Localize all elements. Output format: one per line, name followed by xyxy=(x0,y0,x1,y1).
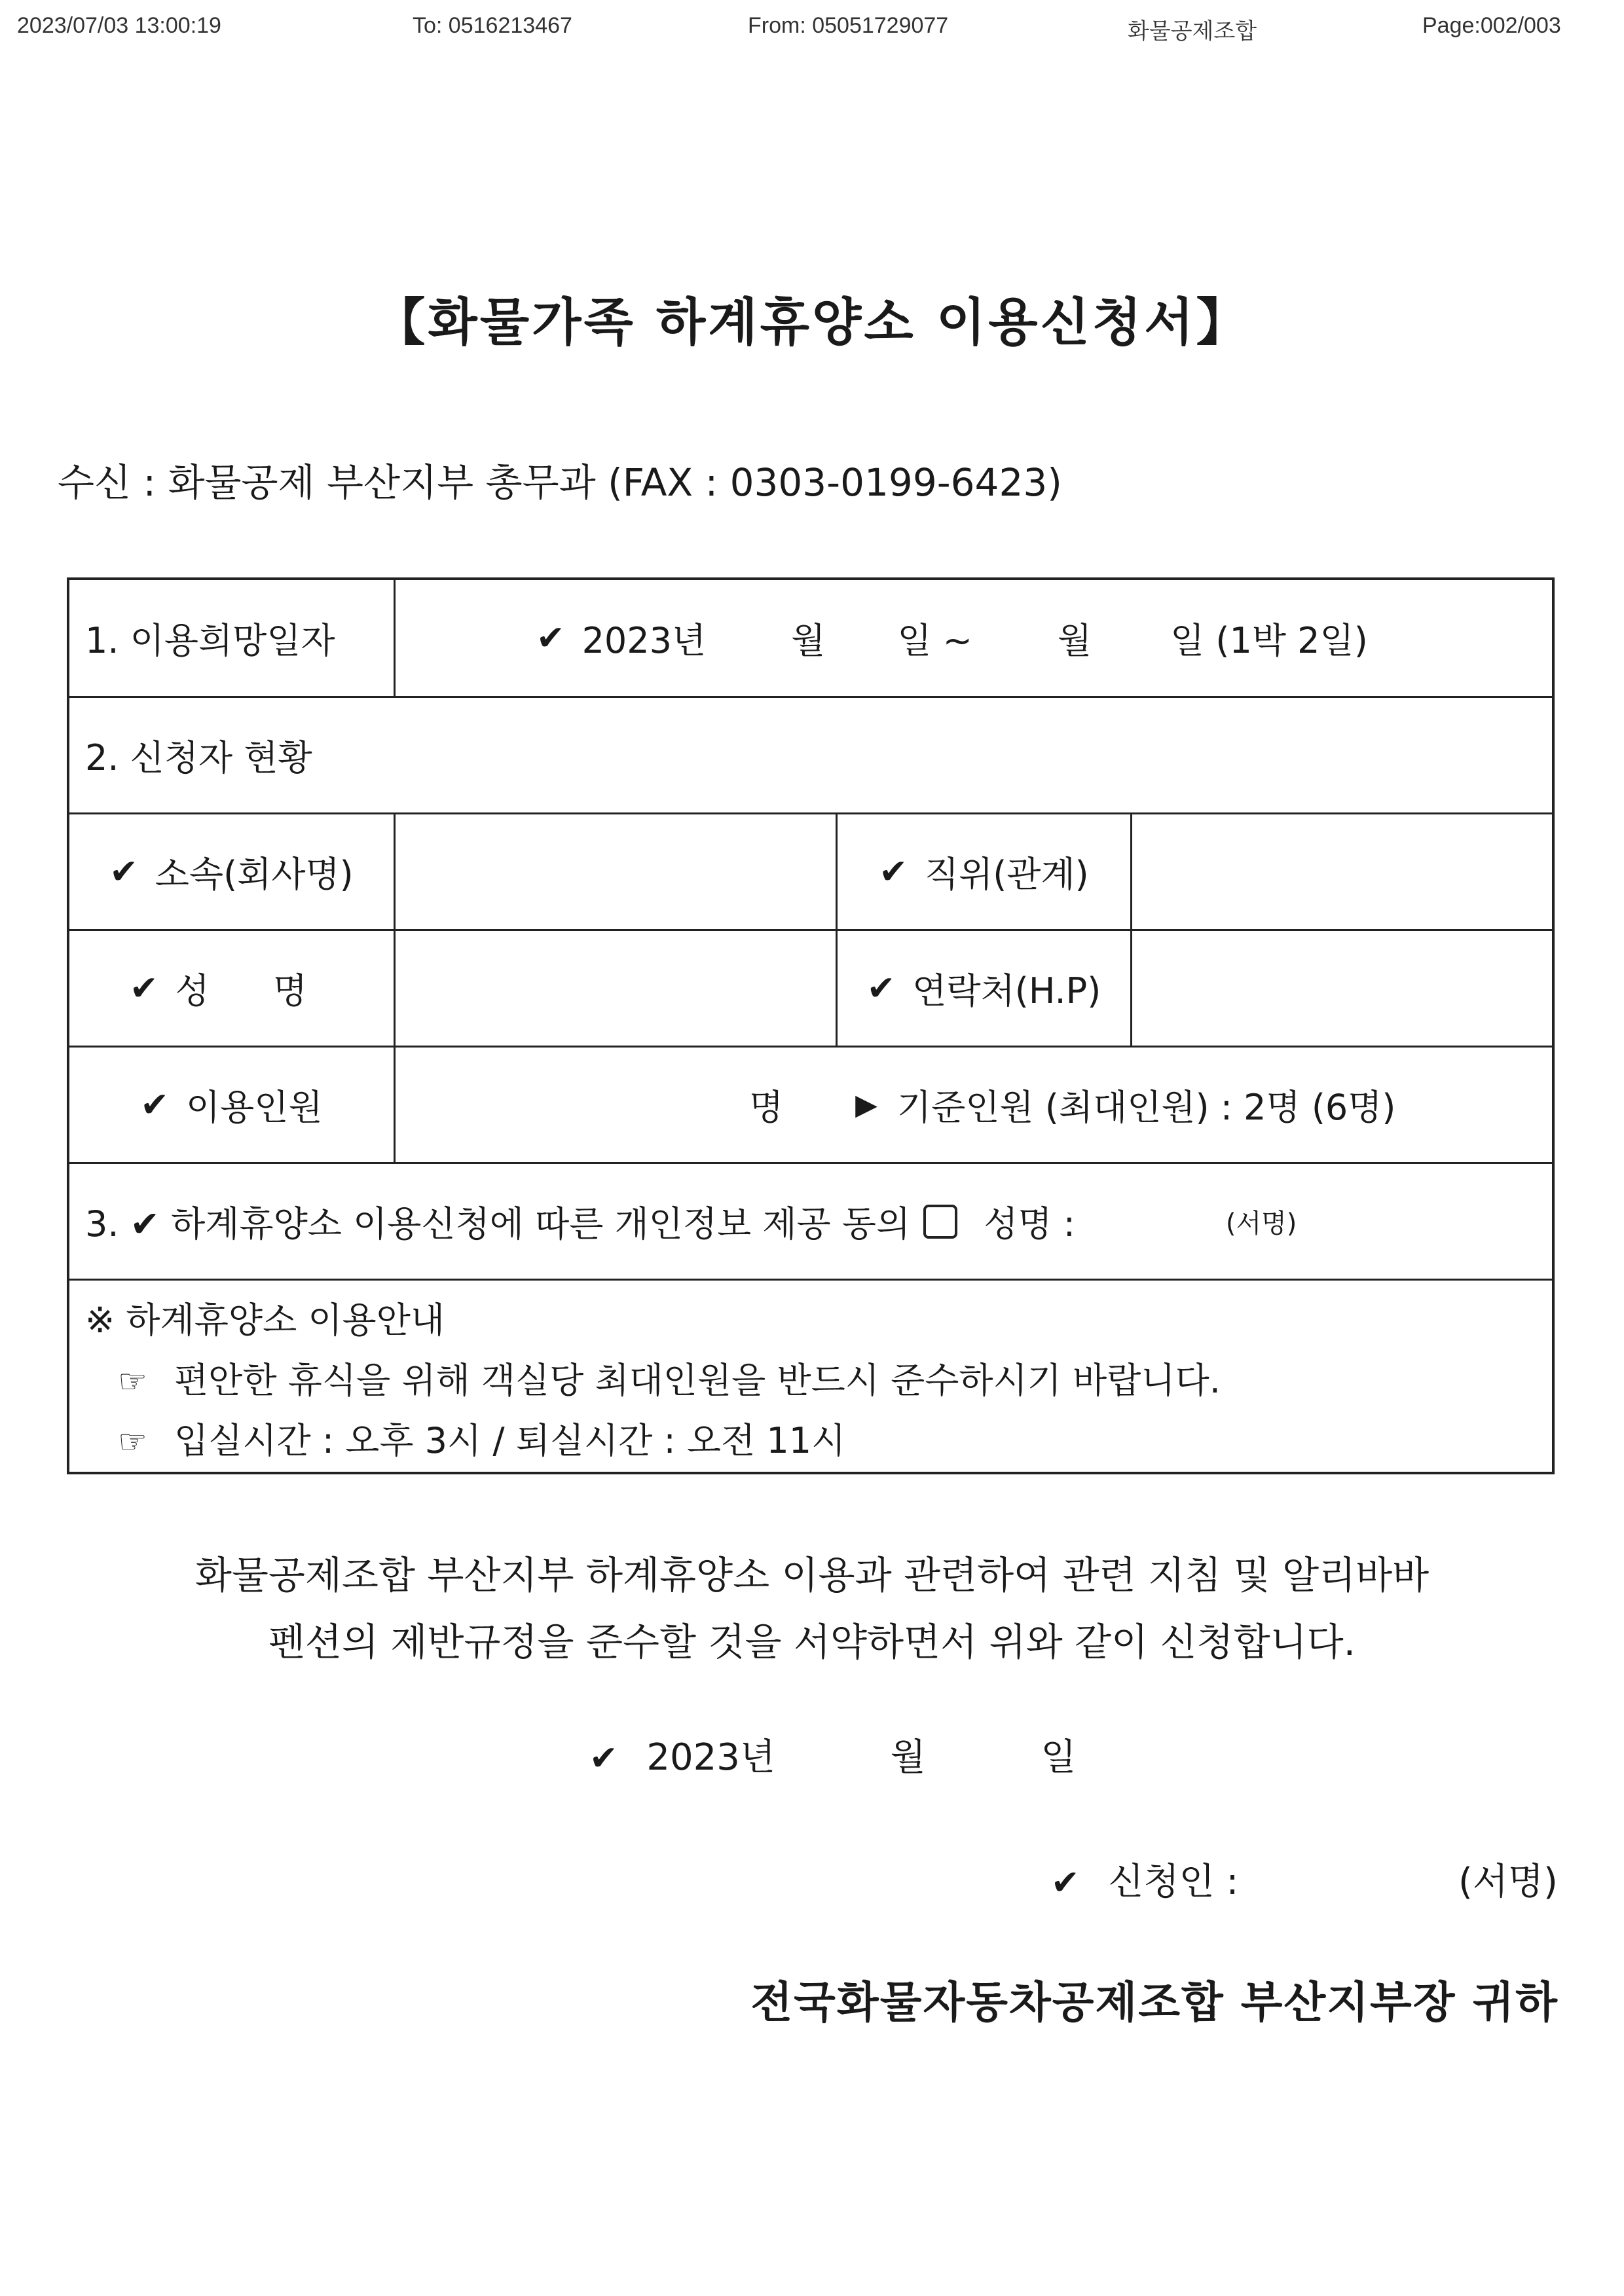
sign-day: 일 xyxy=(1041,1736,1077,1779)
applicant-sign-note: (서명) xyxy=(1458,1861,1558,1903)
check-icon: ✔ xyxy=(1051,1863,1080,1903)
addressee: 전국화물자동차공제조합 부산지부장 귀하 xyxy=(750,1977,1559,2028)
usage-month-start: 월 xyxy=(791,620,826,661)
sign-year: 2023년 xyxy=(646,1736,776,1779)
applicant-signature xyxy=(1051,1853,1558,1905)
check-icon: ✔ xyxy=(589,1739,618,1778)
fax-sender: 화물공제조합 xyxy=(1128,19,1257,44)
pledge-line-1: 화물공제조합 부산지부 하계휴양소 이용과 관련하여 관련 지침 및 알리바바 xyxy=(194,1553,1430,1597)
fax-from: From: 05051729077 xyxy=(748,13,949,38)
users-unit: 명 xyxy=(749,1087,784,1128)
name-input[interactable] xyxy=(394,931,836,1046)
recipient-line: 수신 : 화물공제 부산지부 총무과 (FAX : 0303-0199-6423) xyxy=(58,460,1062,505)
consent-text: 3. ✔ 하계휴양소 이용신청에 따른 개인정보 제공 동의 xyxy=(85,1203,911,1245)
applicant-status-label: 2. 신청자 현황 xyxy=(85,737,312,778)
arrow-icon: ▶ xyxy=(855,1088,878,1121)
check-icon: ✔ xyxy=(129,968,158,1008)
consent-checkbox[interactable] xyxy=(923,1205,957,1239)
pointing-hand-icon: ☞ xyxy=(118,1423,147,1461)
usage-month-end: 월 xyxy=(1057,620,1092,661)
contact-label: 연락처(H.P) xyxy=(912,970,1101,1011)
fax-to: To: 0516213467 xyxy=(413,13,572,38)
fax-header xyxy=(0,13,1624,46)
sign-month: 월 xyxy=(890,1736,926,1779)
pledge-line-2: 펜션의 제반규정을 준수할 것을 서약하면서 위와 같이 신청합니다. xyxy=(268,1620,1356,1664)
usage-notice xyxy=(69,1290,1552,1471)
application-form xyxy=(67,577,1555,1474)
name-label-cell xyxy=(69,931,394,1046)
users-label-cell xyxy=(69,1048,394,1162)
row-applicant-status xyxy=(69,698,1552,814)
users-input[interactable] xyxy=(394,1048,1552,1162)
check-icon: ✔ xyxy=(140,1085,169,1125)
check-icon: ✔ xyxy=(879,852,908,892)
row-users xyxy=(69,1048,1552,1164)
position-label: 직위(관계) xyxy=(924,854,1089,895)
usage-day-end: 일 (1박 2일) xyxy=(1170,620,1368,661)
document-title: 【화물가족 하계휴양소 이용신청서】 xyxy=(374,293,1250,352)
check-icon: ✔ xyxy=(866,968,896,1008)
pointing-hand-icon: ☞ xyxy=(118,1362,147,1400)
fax-datetime: 2023/07/03 13:00:19 xyxy=(17,13,221,38)
check-icon: ✔ xyxy=(536,618,565,658)
notice-line-2 xyxy=(85,1411,1536,1471)
contact-label-cell xyxy=(836,931,1130,1046)
notice-line-2-text: 입실시간 : 오후 3시 / 퇴실시간 : 오전 11시 xyxy=(174,1420,846,1461)
usage-date-label: 1. 이용희망일자 xyxy=(85,620,335,661)
affiliation-label-cell xyxy=(69,814,394,929)
usage-year: 2023년 xyxy=(581,620,707,661)
sign-date xyxy=(589,1728,1076,1781)
usage-day-start: 일 ~ xyxy=(897,620,972,661)
notice-title: ※ 하계휴양소 이용안내 xyxy=(85,1300,445,1341)
row-affiliation xyxy=(69,814,1552,931)
row-usage-date xyxy=(69,580,1552,698)
consent-sign-note: (서명) xyxy=(1225,1209,1297,1239)
name-label: 성 명 xyxy=(175,970,334,1011)
standard-capacity: 기준인원 (최대인원) : 2명 (6명) xyxy=(897,1087,1396,1128)
notice-line-1 xyxy=(85,1351,1536,1411)
check-icon: ✔ xyxy=(109,852,138,892)
consent-cell xyxy=(69,1164,1552,1279)
affiliation-label: 소속(회사명) xyxy=(155,854,354,895)
position-label-cell xyxy=(836,814,1130,929)
contact-input[interactable] xyxy=(1130,931,1552,1046)
row-consent xyxy=(69,1164,1552,1281)
pledge-text xyxy=(0,1542,1624,1675)
applicant-label: 신청인 : xyxy=(1108,1861,1239,1903)
users-label: 이용인원 xyxy=(185,1087,323,1128)
notice-line-1-text: 편안한 휴식을 위해 객실당 최대인원을 반드시 준수하시기 바랍니다. xyxy=(174,1360,1221,1401)
fax-page: Page:002/003 xyxy=(1422,13,1561,38)
row-name xyxy=(69,931,1552,1048)
usage-date-field[interactable] xyxy=(394,580,1552,696)
position-input[interactable] xyxy=(1130,814,1552,929)
consent-sign-label: 성명 : xyxy=(984,1203,1075,1245)
